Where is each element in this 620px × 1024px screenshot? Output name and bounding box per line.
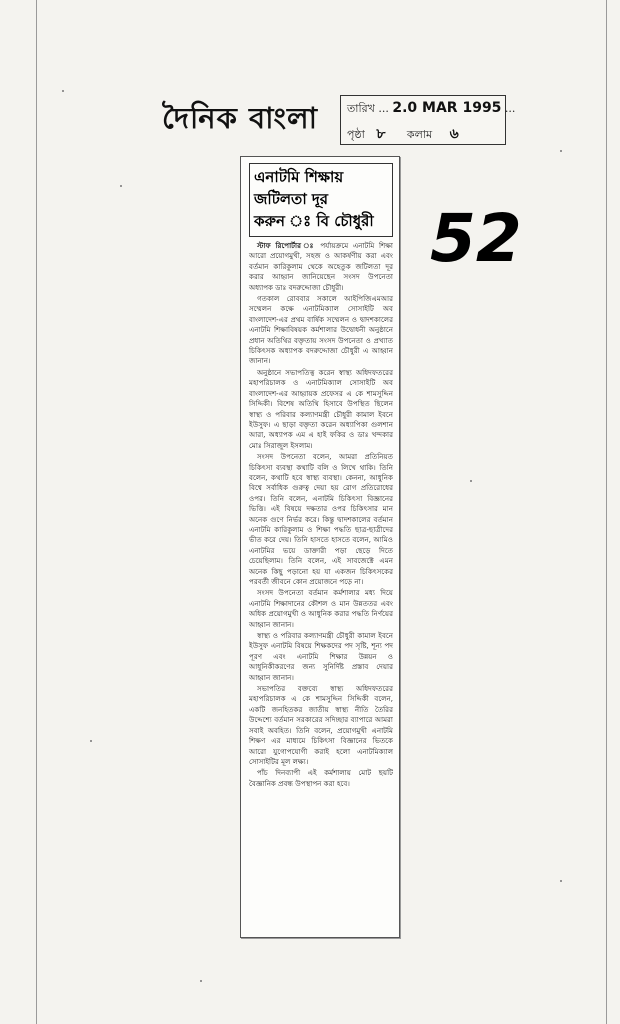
article-paragraph: গতকাল রোববার সকালে আইপিজিএমআর সম্মেলন কক্ষে এনাটমিক্যাল সোসাইটি অব বাংলাদেশ-এর প্রথম বার্ষিক সম্মেলন ও দ্বাদশকালের এনাটমি শিক্ষাবিষয়ক কর্মশালার উদ্বোধনী অনুষ্ঠানে প্রধান অতিথির বক্তৃতায় সংসদ উপনেতা ও প্রখ্যাত চিকিৎসক অধ্যাপক বদরুদ্দোজা চৌধুরী এ আহ্বান জানান।: [249, 294, 393, 366]
dust-speck: [560, 150, 562, 152]
article-paragraph: অনুষ্ঠানে সভাপতিত্ব করেন স্বাস্থ্য অধিদফতরের মহাপরিচালক ও এনাটমিক্যাল সোসাইটি অব বাংলাদেশ-এর আহ্বায়ক প্রফেসর এ কে শামসুদ্দিন সিদ্দিকী। বিশেষ অতিথি হিসাবে উপস্থিত ছিলেন স্বাস্থ্য ও পরিবার কল্যাণমন্ত্রী চৌধুরী কামাল ইবনে ইউসুফ। এ ছাড়া বক্তৃতা করেন অধ্যাপিকা গুলশান আরা, অধ্যাপক এম এ হাই ফকির ও ডাঃ খন্দকার মোঃ সিরাজুল ইসলাম।: [249, 367, 393, 450]
newspaper-masthead: দৈনিক বাংলা: [162, 101, 319, 135]
dust-speck: [200, 980, 202, 982]
article-paragraph: পাঁচ দিনব্যাপী এই কর্মশালায় মোট ছয়টি বৈজ্ঞানিক প্রবন্ধ উপস্থাপন করা হবে।: [249, 768, 393, 788]
dust-speck: [90, 740, 92, 742]
article-paragraph: সংসদ উপনেতা বর্তমান কর্মশালার মধ্য দিয়ে এনাটমি শিক্ষাদানের কৌশল ও মান উন্নততর এবং অধিক প্রয়োগমুখী ও আধুনিক করার পদ্ধতি নির্ণয়ের আহ্বান জানান।: [249, 588, 393, 629]
scan-edge-left: [36, 0, 37, 1024]
article-byline: স্টাফ রিপোর্টার ঃ: [257, 241, 316, 250]
article-paragraph: সংসদ উপনেতা বলেন, আমরা প্রতিনিয়ত চিকিৎসা ব্যবস্থা কথাটি বলি ও লিখে থাকি। তিনি বলেন, কথাটি হবে স্বাস্থ্য ব্যবস্থা। কেননা, আধুনিক বিশ্বে সর্বাধিক গুরুত্ব দেয়া হয় রোগ প্রতিরোধের ওপর। তিনি বলেন, এনাটমি চিকিৎসা বিজ্ঞানের ভিত্তি। এই বিষয়ে দক্ষতার ওপর চিকিৎসার মান অনেক গুণে নির্ভর করে। কিন্তু দ্বাদশকালের বর্তমান এনাটমি কারিকুলাম ও শিক্ষা পদ্ধতি ছাত্র-ছাত্রীদের ভীত করে দেয়। তিনি হাসতে হাসতে বলেন, আমিও এনাটমির ভয়ে ডাক্তারী পড়া ছেড়ে দিতে চেয়েছিলাম। তিনি বলেন, এই সাবজেক্টে এমন অনেক কিছু পড়ানো হয় যা একজন চিকিৎসকের পরবর্তী জীবনে কোন প্রয়োজনে পড়ে না।: [249, 452, 393, 586]
newspaper-clipping: [240, 156, 400, 938]
article-paragraph: সভাপতির বক্তব্যে স্বাস্থ্য অধিদফতরের মহাপরিচালক এ কে শামসুদ্দিন সিদ্দিকী বলেন, একটি জনহিতকর জাতীয় স্বাস্থ্য নীতি তৈরির উদ্দেশ্যে বর্তমান সরকারের সদিচ্ছার ব্যাপারে আমরা সবাই অবহিত। তিনি বলেন, প্রয়োগমুখী এনাটমি শিক্ষণ এর মাধ্যমে চিকিৎসা বিজ্ঞানের ভিতকে আরো যুগোপযোগী করাই হলো এনাটমিক্যাল সোসাইটির মূল লক্ষ্য।: [249, 684, 393, 766]
article-paragraph: স্বাস্থ্য ও পরিবার কল্যাণমন্ত্রী চৌধুরী কামাল ইবনে ইউসুফ এনাটমি বিষয়ে শিক্ষকদের পদ সৃষ্টি, শূন্য পদ পূরণ এবং এনাটমি শিক্ষার উন্নয়ন ও আধুনিকীকরণের জন্য সুনির্দিষ্ট প্রস্তাব দেয়ার আহ্বান জানান।: [249, 631, 393, 682]
dust-speck: [470, 480, 472, 482]
stamp-page-row: [347, 122, 459, 146]
headline-line: জটিলতা দূর: [254, 190, 329, 208]
handwritten-page-number: 52: [430, 200, 522, 277]
scan-edge-right: [606, 0, 607, 1024]
dust-speck: [62, 90, 64, 92]
headline-line: এনাটমি শিক্ষায়: [254, 168, 344, 186]
stamp-page-value: ৮: [376, 126, 386, 142]
clipping-stamp: [340, 95, 516, 145]
stamp-page-label: পৃষ্ঠা: [347, 128, 365, 141]
stamp-column-value: ৬: [449, 126, 459, 142]
stamp-date-label: তারিখ: [347, 102, 375, 115]
paragraph-text: পর্যায়ক্রমে এনাটমি শিক্ষা আরো প্রয়োগমুখী, সহজ ও আকর্ষণীয় করা এবং বর্তমান কারিকুলাম থেকে অহেতুক জটিলতা দূর করার আহ্বান জানিয়েছেন সংসদ উপনেতা অধ্যাপক ডাঃ বদরুদ্দোজা চৌধুরী।: [249, 241, 393, 292]
headline-line: করুন ঃ বি চৌধুরী: [254, 212, 374, 230]
dust-speck: [120, 185, 122, 187]
stamp-date-row: তারিখ ... 2.0 MAR 1995 ...: [347, 100, 516, 116]
article-body: [249, 241, 393, 789]
article-paragraph: [249, 241, 393, 293]
article-headline: [249, 163, 393, 237]
dust-speck: [560, 880, 562, 882]
stamp-date-value: 2.0 MAR 1995: [392, 100, 502, 116]
stamp-column-label: কলাম: [406, 128, 433, 141]
